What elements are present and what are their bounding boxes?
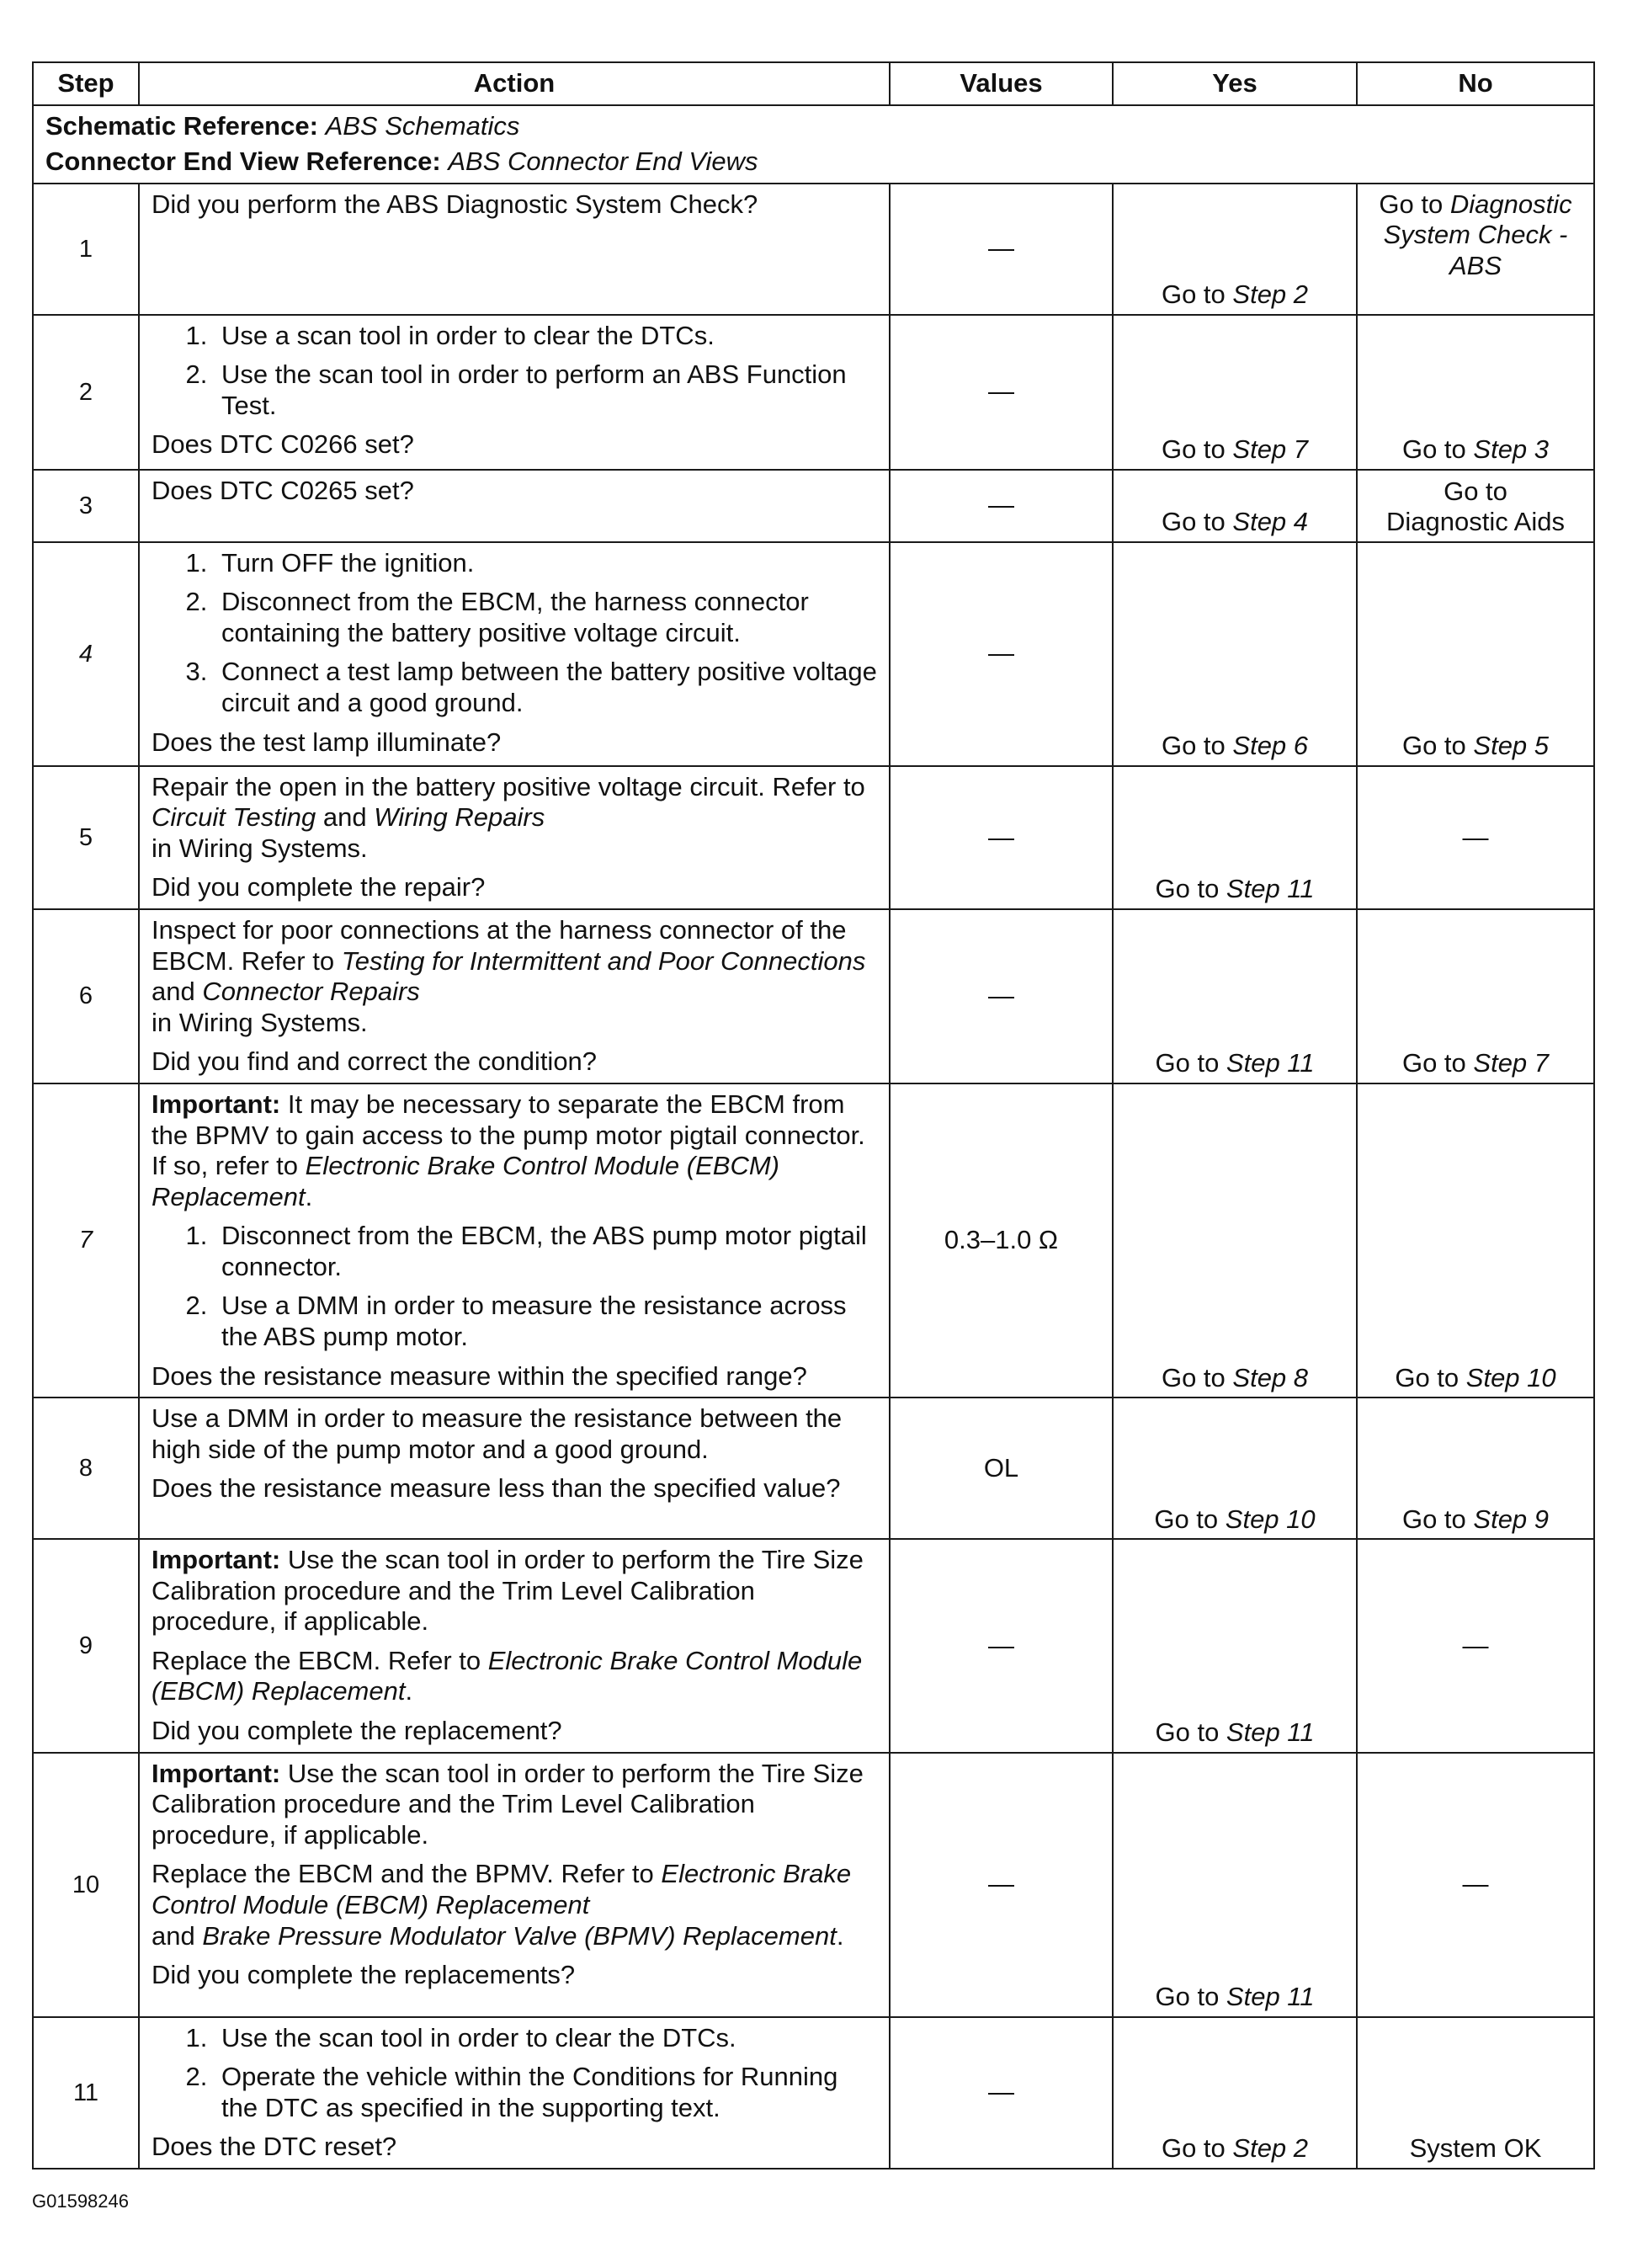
header-action: Action bbox=[139, 62, 890, 105]
action-question: Does the resistance measure within the specified range? bbox=[152, 1360, 807, 1391]
reference-link[interactable]: Electronic Brake Control Module (EBCM) Replacement bbox=[152, 1645, 863, 1706]
list-item: 1. Use a scan tool in order to clear the DTCs. bbox=[215, 321, 877, 352]
no-link[interactable]: Diagnostic Aids bbox=[1386, 507, 1565, 537]
no-cell: — bbox=[1357, 1539, 1594, 1752]
yes-prefix: Go to bbox=[1161, 434, 1233, 465]
connector-reference-label: Connector End View Reference: bbox=[45, 146, 441, 177]
yes-step-link[interactable]: Step 6 bbox=[1232, 731, 1309, 761]
value-cell: — bbox=[890, 2017, 1113, 2169]
yes-prefix: Go to bbox=[1154, 1504, 1226, 1534]
action-question: Did you complete the replacement? bbox=[152, 1716, 562, 1746]
yes-prefix: Go to bbox=[1155, 874, 1226, 904]
yes-prefix: Go to bbox=[1155, 1717, 1226, 1748]
step-number: 5 bbox=[33, 766, 139, 909]
table-row bbox=[33, 184, 1594, 315]
figure-code: G01598246 bbox=[32, 2191, 129, 2212]
yes-prefix: Go to bbox=[1155, 1982, 1226, 2012]
important-text: Use the scan tool in order to perform the Tire Size Calibration procedure and the Trim Level Calibration procedure, if applicable. bbox=[152, 1758, 864, 1850]
yes-prefix: Go to bbox=[1155, 1048, 1226, 1078]
yes-step-link[interactable]: Step 10 bbox=[1225, 1504, 1316, 1534]
action-cell bbox=[139, 184, 890, 315]
value-cell: — bbox=[890, 542, 1113, 766]
value-cell: OL bbox=[890, 1398, 1113, 1539]
action-text bbox=[152, 1859, 877, 1951]
list-item: 1. Disconnect from the EBCM, the ABS pump motor pigtail connector. bbox=[215, 1221, 877, 1282]
step-number: 9 bbox=[33, 1539, 139, 1752]
value-cell: — bbox=[890, 766, 1113, 909]
value-cell: — bbox=[890, 909, 1113, 1083]
yes-step-link[interactable]: Step 2 bbox=[1232, 2133, 1309, 2164]
table-row bbox=[33, 1398, 1594, 1539]
no-cell: — bbox=[1357, 766, 1594, 909]
header-no: No bbox=[1357, 62, 1594, 105]
yes-cell bbox=[1113, 470, 1357, 542]
action-question: Does the resistance measure less than the specified value? bbox=[152, 1473, 841, 1504]
yes-prefix: Go to bbox=[1161, 507, 1233, 537]
yes-prefix: Go to bbox=[1161, 1362, 1233, 1392]
yes-cell bbox=[1113, 909, 1357, 1083]
no-step-link[interactable]: Step 5 bbox=[1473, 731, 1550, 761]
action-text bbox=[152, 915, 877, 1038]
header-yes: Yes bbox=[1113, 62, 1357, 105]
table-row bbox=[33, 1753, 1594, 2017]
action-cell bbox=[139, 2017, 890, 2169]
value-cell: — bbox=[890, 315, 1113, 470]
value-cell: — bbox=[890, 1753, 1113, 2017]
action-text-part: Replace the EBCM. Refer to bbox=[152, 1645, 488, 1675]
yes-step-link[interactable]: Step 11 bbox=[1226, 874, 1315, 904]
table-row bbox=[33, 909, 1594, 1083]
action-question: Does the test lamp illuminate? bbox=[152, 727, 502, 757]
yes-cell bbox=[1113, 1753, 1357, 2017]
header-row bbox=[33, 62, 1594, 105]
no-cell bbox=[1357, 315, 1594, 470]
step-number: 3 bbox=[33, 470, 139, 542]
action-cell bbox=[139, 470, 890, 542]
action-cell bbox=[139, 542, 890, 766]
action-question: Did you complete the replacements? bbox=[152, 1960, 576, 1990]
action-text: Use a DMM in order to measure the resistance between the high side of the pump motor and a good ground. bbox=[152, 1403, 843, 1464]
reference-link[interactable]: Testing for Intermittent and Poor Connections bbox=[341, 945, 866, 976]
action-text-part: and bbox=[316, 802, 375, 833]
list-item: 2. Disconnect from the EBCM, the harness connector containing the battery positive voltage circuit. bbox=[215, 587, 877, 648]
important-note bbox=[152, 1089, 877, 1212]
reference-link[interactable]: Circuit Testing bbox=[152, 802, 316, 833]
action-question: Does DTC C0266 set? bbox=[152, 429, 414, 460]
action-steps-list bbox=[152, 321, 877, 422]
table-row bbox=[33, 766, 1594, 909]
step-number: 7 bbox=[33, 1083, 139, 1398]
diagnostic-table bbox=[32, 61, 1595, 2170]
action-text-part: in Wiring Systems. bbox=[152, 1007, 368, 1037]
value-cell: — bbox=[890, 470, 1113, 542]
action-cell bbox=[139, 909, 890, 1083]
yes-cell bbox=[1113, 1539, 1357, 1752]
no-cell bbox=[1357, 909, 1594, 1083]
schematic-reference-row bbox=[33, 105, 1594, 146]
table-row bbox=[33, 1539, 1594, 1752]
action-cell bbox=[139, 315, 890, 470]
action-question: Does DTC C0265 set? bbox=[152, 475, 414, 505]
action-text-part: Inspect for poor connections at the harness connector of the EBCM. Refer to bbox=[152, 915, 847, 976]
action-question: Does the DTC reset? bbox=[152, 2132, 397, 2162]
no-cell bbox=[1357, 542, 1594, 766]
no-prefix: Go to bbox=[1401, 434, 1474, 465]
action-cell bbox=[139, 1398, 890, 1539]
no-prefix: Go to bbox=[1379, 189, 1450, 219]
important-note bbox=[152, 1759, 877, 1851]
list-item: 2. Use the scan tool in order to perform an ABS Function Test. bbox=[215, 359, 877, 421]
yes-prefix: Go to bbox=[1161, 2133, 1233, 2164]
yes-step-link[interactable]: Step 11 bbox=[1226, 1982, 1315, 2012]
yes-cell bbox=[1113, 1398, 1357, 1539]
action-question: Did you perform the ABS Diagnostic System Check? bbox=[152, 189, 758, 219]
yes-prefix: Go to bbox=[1161, 731, 1233, 761]
yes-cell bbox=[1113, 542, 1357, 766]
no-prefix: Go to bbox=[1395, 1362, 1466, 1392]
schematic-reference-link[interactable]: ABS Schematics bbox=[325, 110, 520, 141]
list-item: 3. Connect a test lamp between the battery positive voltage circuit and a good ground. bbox=[215, 657, 877, 718]
no-prefix: Go to bbox=[1444, 476, 1507, 506]
action-text-part: and bbox=[152, 977, 203, 1007]
step-number: 6 bbox=[33, 909, 139, 1083]
table-row bbox=[33, 315, 1594, 470]
yes-step-link[interactable]: Step 11 bbox=[1226, 1048, 1315, 1078]
table-row bbox=[33, 1083, 1594, 1398]
no-link[interactable]: Diagnostic System Check - ABS bbox=[1383, 189, 1572, 280]
yes-step-link[interactable]: Step 8 bbox=[1232, 1362, 1309, 1392]
no-cell: System OK bbox=[1357, 2017, 1594, 2169]
yes-step-link[interactable]: Step 2 bbox=[1232, 280, 1309, 310]
no-cell: — bbox=[1357, 1753, 1594, 2017]
value-cell: — bbox=[890, 1539, 1113, 1752]
list-item: 2. Operate the vehicle within the Conditions for Running the DTC as specified in the supporting text. bbox=[215, 2062, 877, 2123]
list-item: 1. Turn OFF the ignition. bbox=[215, 548, 877, 579]
value-cell: 0.3–1.0 Ω bbox=[890, 1083, 1113, 1398]
action-steps-list bbox=[152, 2023, 877, 2124]
action-cell bbox=[139, 1753, 890, 2017]
yes-cell bbox=[1113, 184, 1357, 315]
no-step-link[interactable]: Step 3 bbox=[1473, 434, 1550, 465]
no-step-link[interactable]: Step 10 bbox=[1465, 1362, 1556, 1392]
no-cell bbox=[1357, 470, 1594, 542]
step-number: 8 bbox=[33, 1398, 139, 1539]
action-text bbox=[152, 772, 877, 865]
no-cell bbox=[1357, 1398, 1594, 1539]
reference-link[interactable]: Connector Repairs bbox=[202, 977, 420, 1007]
action-question: Did you complete the repair? bbox=[152, 872, 486, 902]
action-text-part: in Wiring Systems. bbox=[152, 833, 368, 863]
schematic-reference-label: Schematic Reference: bbox=[45, 110, 318, 141]
action-text-part: and bbox=[152, 1920, 203, 1951]
important-label: Important: bbox=[152, 1758, 281, 1788]
no-prefix: Go to bbox=[1401, 1504, 1474, 1534]
step-number: 11 bbox=[33, 2017, 139, 2169]
reference-link[interactable]: Wiring Repairs bbox=[374, 802, 545, 833]
no-cell bbox=[1357, 184, 1594, 315]
no-prefix: Go to bbox=[1401, 1048, 1474, 1078]
step-number: 1 bbox=[33, 184, 139, 315]
list-item: 2. Use a DMM in order to measure the resistance across the ABS pump motor. bbox=[215, 1291, 877, 1352]
important-text: It may be necessary to separate the EBCM from the BPMV to gain access to the pump motor pigtail connector. If so, refer to bbox=[152, 1089, 865, 1181]
action-cell bbox=[139, 766, 890, 909]
diagnostic-table-document bbox=[32, 61, 1593, 2170]
step-number: 10 bbox=[33, 1753, 139, 2017]
no-step-link[interactable]: Step 9 bbox=[1473, 1504, 1550, 1534]
important-note bbox=[152, 1545, 877, 1637]
yes-cell bbox=[1113, 1083, 1357, 1398]
reference-link[interactable]: Brake Pressure Modulator Valve (BPMV) Replacement bbox=[202, 1920, 837, 1951]
punctuation: . bbox=[405, 1676, 413, 1706]
header-step: Step bbox=[33, 62, 139, 105]
yes-step-link[interactable]: Step 11 bbox=[1226, 1717, 1315, 1748]
punctuation: . bbox=[836, 1920, 844, 1951]
important-label: Important: bbox=[152, 1089, 281, 1119]
action-text bbox=[152, 1646, 877, 1707]
connector-reference-row bbox=[33, 145, 1594, 184]
list-item: 1. Use the scan tool in order to clear the DTCs. bbox=[215, 2023, 877, 2054]
yes-step-link[interactable]: Step 4 bbox=[1232, 507, 1309, 537]
punctuation: . bbox=[305, 1181, 313, 1211]
step-number: 2 bbox=[33, 315, 139, 470]
action-cell bbox=[139, 1083, 890, 1398]
important-label: Important: bbox=[152, 1545, 281, 1575]
yes-step-link[interactable]: Step 7 bbox=[1232, 434, 1309, 465]
table-row bbox=[33, 2017, 1594, 2169]
yes-prefix: Go to bbox=[1161, 280, 1233, 310]
yes-cell bbox=[1113, 315, 1357, 470]
yes-cell bbox=[1113, 766, 1357, 909]
header-values: Values bbox=[890, 62, 1113, 105]
table-row bbox=[33, 542, 1594, 766]
action-steps-list bbox=[152, 548, 877, 719]
no-prefix: Go to bbox=[1401, 731, 1474, 761]
reference-link[interactable]: Electronic Brake Control Module (EBCM) Replacement bbox=[152, 1859, 852, 1919]
yes-cell bbox=[1113, 2017, 1357, 2169]
no-step-link[interactable]: Step 7 bbox=[1473, 1048, 1550, 1078]
action-question: Did you find and correct the condition? bbox=[152, 1046, 598, 1077]
connector-reference-link[interactable]: ABS Connector End Views bbox=[448, 146, 758, 177]
no-cell bbox=[1357, 1083, 1594, 1398]
value-cell: — bbox=[890, 184, 1113, 315]
action-steps-list bbox=[152, 1221, 877, 1352]
reference-link[interactable]: Electronic Brake Control Module (EBCM) Replacement bbox=[152, 1151, 779, 1211]
important-text: Use the scan tool in order to perform the Tire Size Calibration procedure and the Trim Level Calibration procedure, if applicable. bbox=[152, 1545, 864, 1637]
table-row bbox=[33, 470, 1594, 542]
step-number: 4 bbox=[33, 542, 139, 766]
action-text-part: Replace the EBCM and the BPMV. Refer to bbox=[152, 1859, 662, 1889]
action-cell bbox=[139, 1539, 890, 1752]
action-text-part: Repair the open in the battery positive voltage circuit. Refer to bbox=[152, 771, 865, 801]
